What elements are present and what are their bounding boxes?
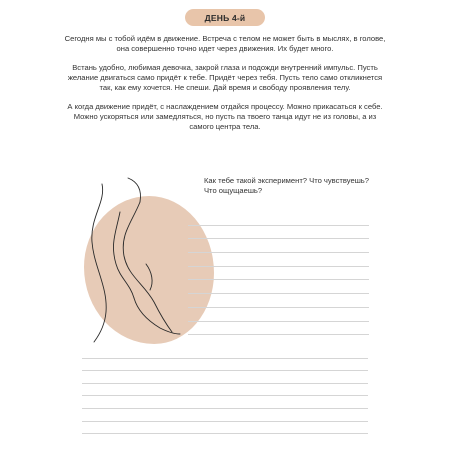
question-line-2: Что ощущаешь? — [204, 186, 263, 195]
answer-lines-short — [188, 212, 369, 335]
intro-paragraph-3: А когда движение придёт, с наслаждением отдайся процессу. Можно прикасаться к себе. Можно ускоряться или замедляться, но пусть па твоего танца идут не из головы, а из самого центра тела. — [67, 102, 383, 131]
answer-line[interactable] — [82, 359, 368, 372]
answer-line[interactable] — [188, 308, 369, 322]
question-line-1: Как тебе такой эксперимент? Что чувствуешь? — [204, 176, 369, 185]
body-line-drawing-icon — [80, 172, 190, 347]
answer-lines-long — [82, 346, 368, 434]
answer-line[interactable] — [188, 280, 369, 294]
day-badge: ДЕНЬ 4-й — [185, 9, 265, 26]
answer-line[interactable] — [82, 396, 368, 409]
answer-line[interactable] — [188, 253, 369, 267]
intro-text — [64, 34, 386, 141]
answer-line[interactable] — [82, 384, 368, 397]
answer-line[interactable] — [82, 409, 368, 422]
answer-line[interactable] — [188, 226, 369, 240]
answer-line[interactable] — [82, 346, 368, 359]
answer-line[interactable] — [188, 294, 369, 308]
answer-line[interactable] — [82, 371, 368, 384]
intro-paragraph-1: Сегодня мы с тобой идём в движение. Встреча с телом не может быть в мыслях, в голове, она совершенно точно идет через движения. Их будет много. — [64, 34, 386, 53]
answer-line[interactable] — [188, 239, 369, 253]
answer-line[interactable] — [188, 322, 369, 336]
reflection-question — [204, 176, 384, 196]
answer-line[interactable] — [188, 267, 369, 281]
answer-line[interactable] — [82, 422, 368, 435]
intro-paragraph-2: Встань удобно, любимая девочка, закрой глаза и подожди внутренний импульс. Пусть желание двигаться само придёт к тебе. Придёт через тебя. Пусть тело само откликнется так, как ему хочется. Не спеши. Дай время и свободу проявления телу. — [67, 63, 383, 92]
answer-line[interactable] — [188, 212, 369, 226]
